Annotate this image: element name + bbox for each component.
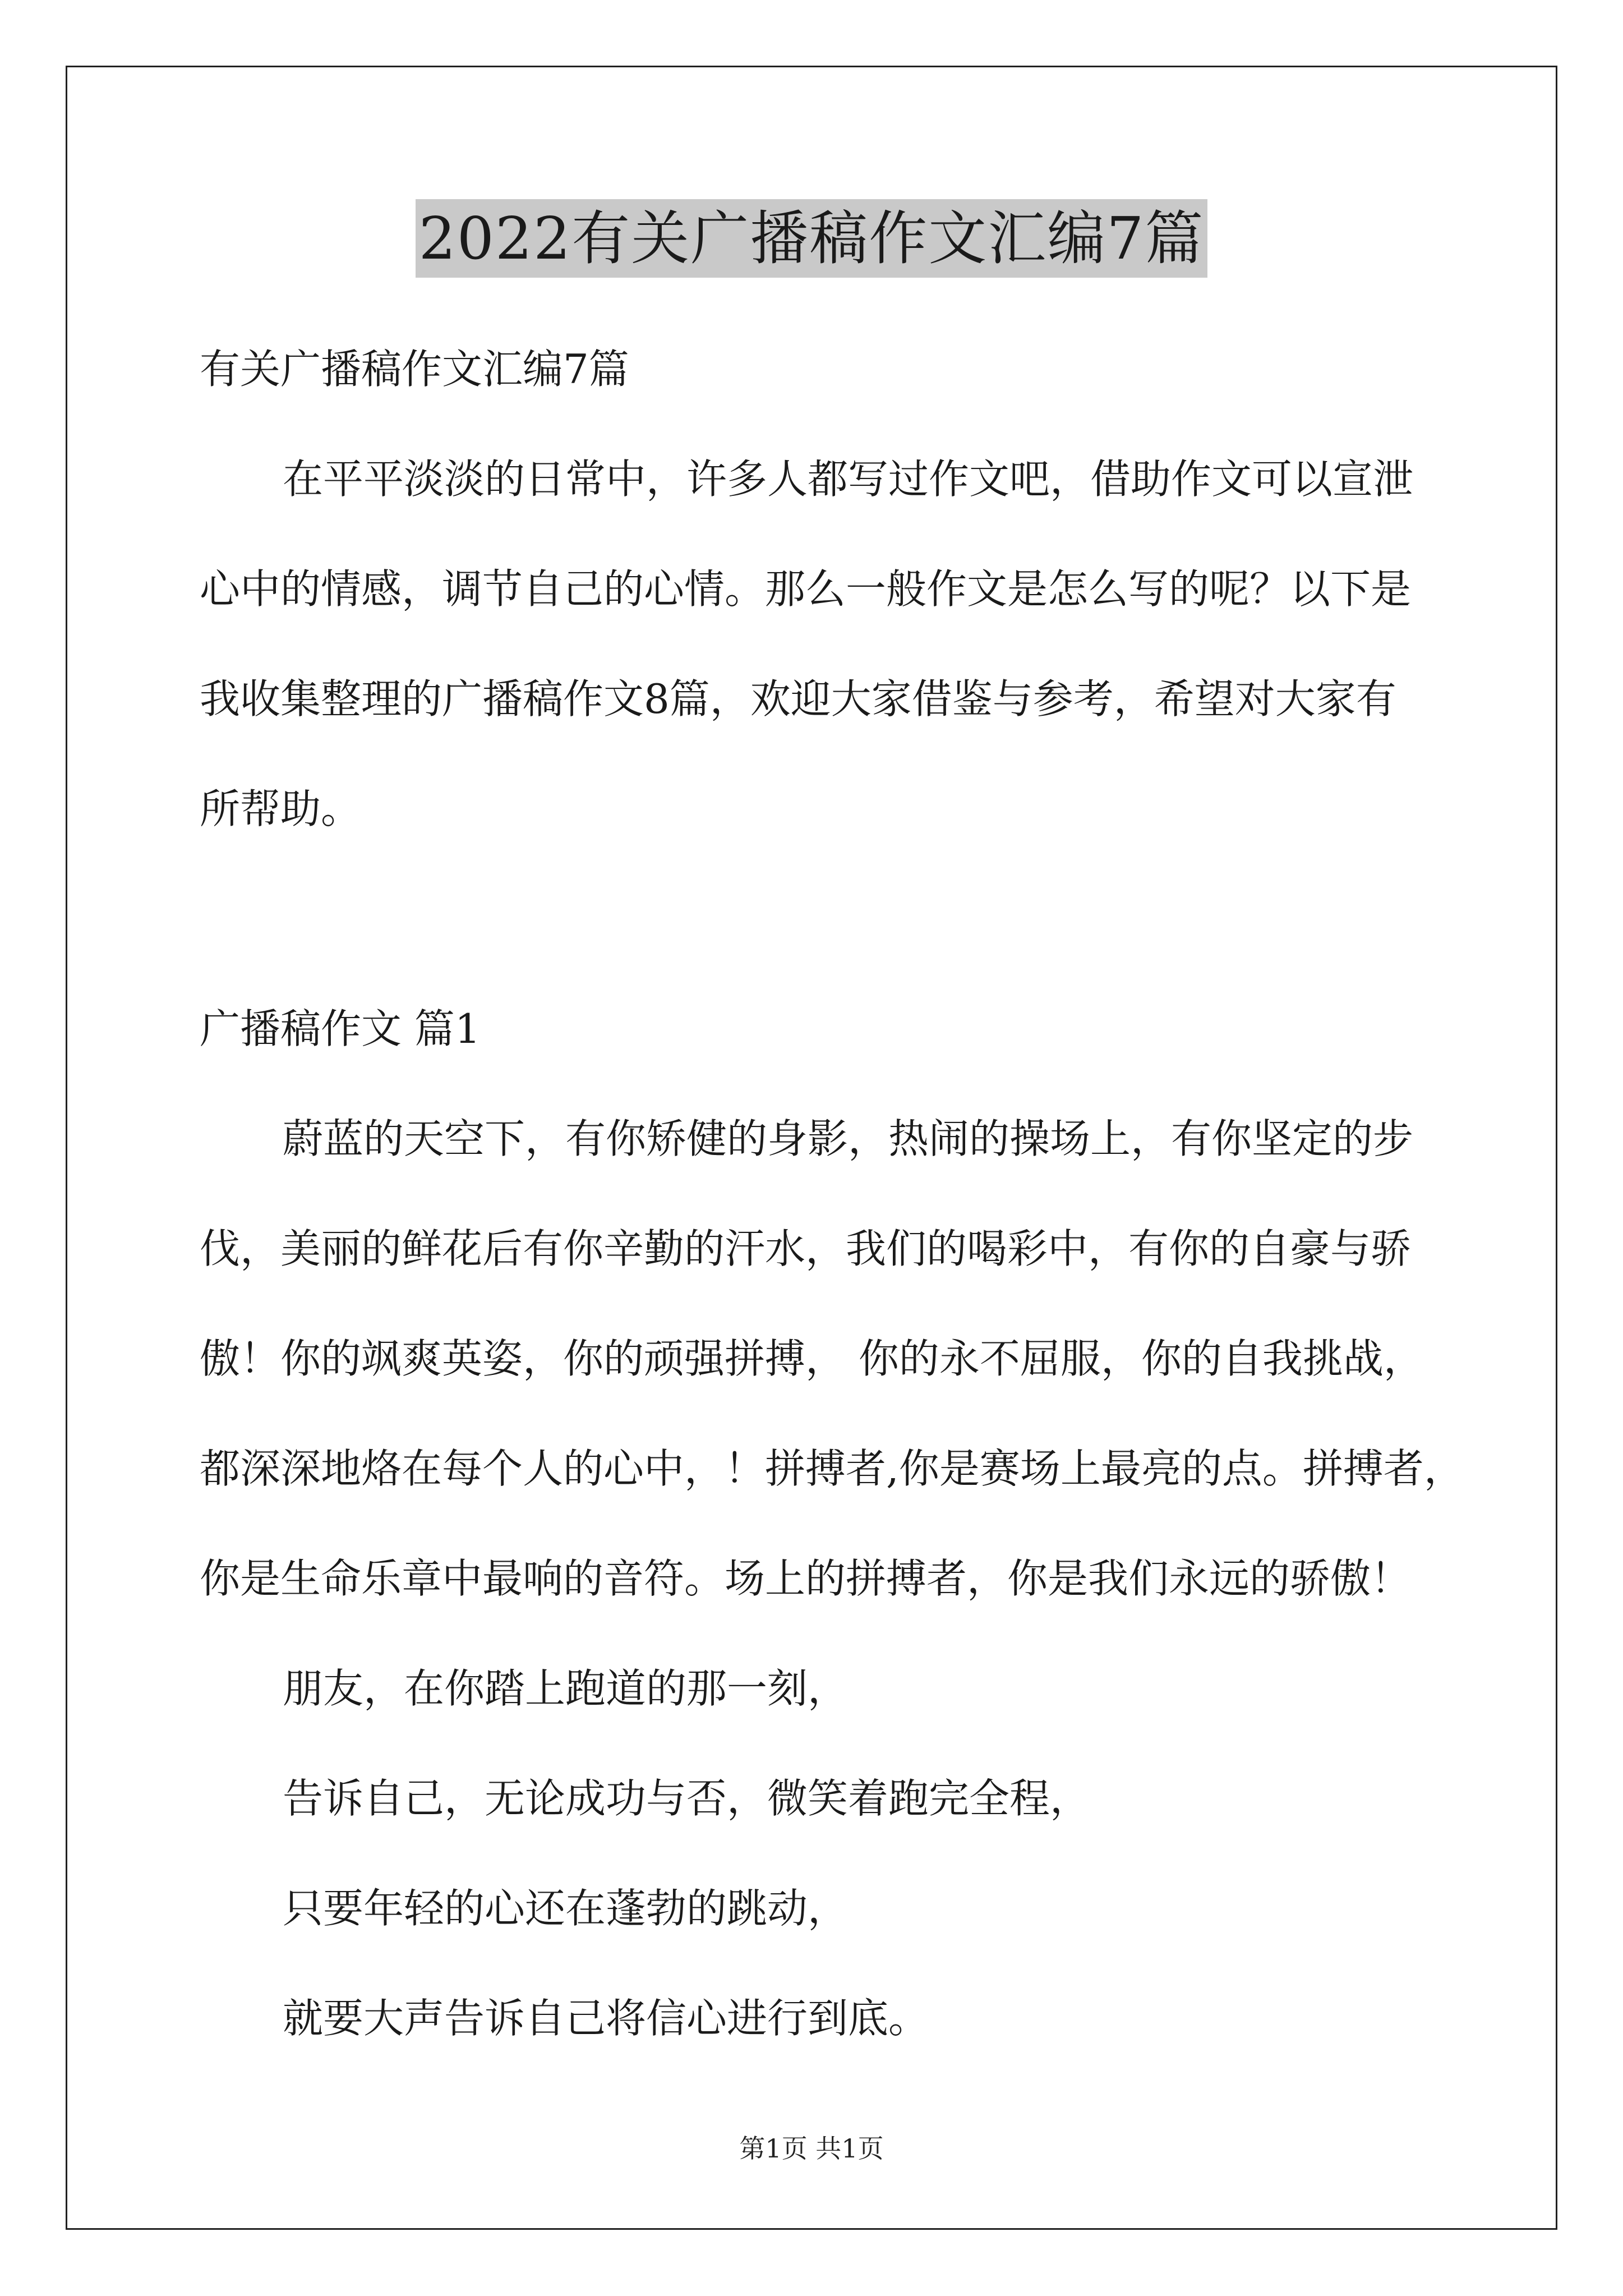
document-body [200,314,1464,2073]
intro-line: 心中的情感，调节自己的心情。那么一般作文是怎么写的呢？以下是 [200,565,1412,613]
section-heading: 广播稿作文 篇1 [200,1005,481,1052]
subtitle: 有关广播稿作文汇编7篇 [200,346,629,393]
section-line: 蔚蓝的天空下，有你矫健的身影，热闹的操场上，有你坚定的步 [283,1115,1414,1162]
poem-line: 朋友，在你踏上跑道的那一刻， [283,1665,849,1712]
page-footer: 第1页 共1页 [739,2133,884,2164]
intro-line: 所帮助。 [200,785,362,832]
document-title: 2022有关广播稿作文汇编7篇 [416,199,1208,278]
section-line: 都深深地烙在每个人的心中，！拼搏者,你是赛场上最亮的点。拼搏者， [200,1445,1464,1492]
intro-line: 在平平淡淡的日常中，许多人都写过作文吧，借助作文可以宣泄 [283,455,1414,503]
section-line: 傲！你的飒爽英姿，你的顽强拼搏， 你的永不屈服，你的自我挑战， [200,1335,1424,1382]
section-line: 伐，美丽的鲜花后有你辛勤的汗水，我们的喝彩中，有你的自豪与骄 [200,1225,1412,1272]
poem-line: 就要大声告诉自己将信心进行到底。 [283,1995,929,2042]
poem-line: 告诉自己，无论成功与否，微笑着跑完全程， [283,1775,1091,1822]
section-line: 你是生命乐章中最响的音符。场上的拼搏者，你是我们永远的骄傲！ [200,1555,1412,1602]
title-container [0,199,1623,278]
poem-line: 只要年轻的心还在蓬勃的跳动， [283,1885,849,1932]
paragraph-gap [200,864,1461,974]
intro-line: 我收集整理的广播稿作文8篇，欢迎大家借鉴与参考，希望对大家有 [200,675,1396,723]
